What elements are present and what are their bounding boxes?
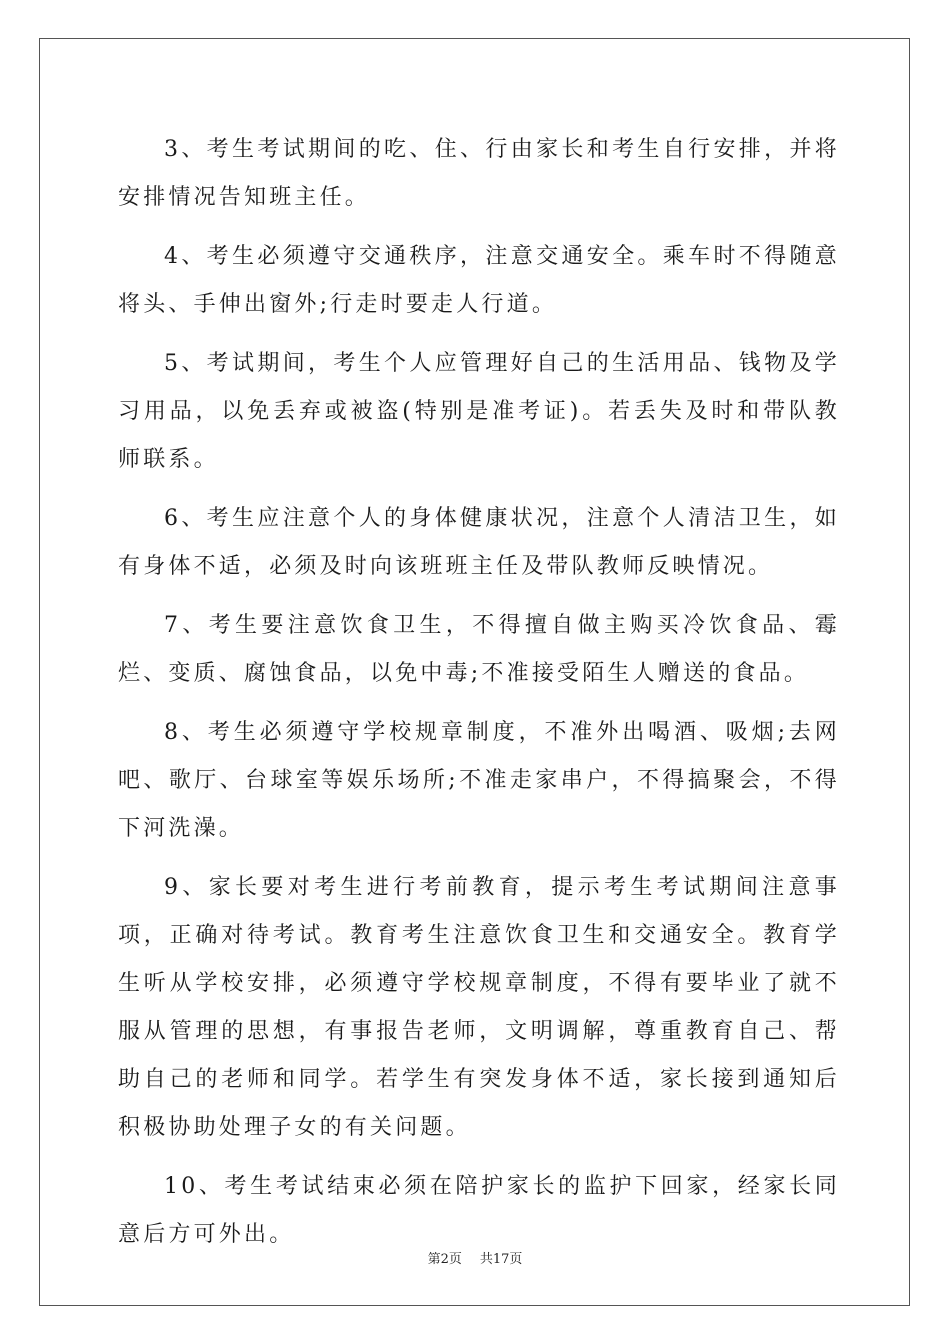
paragraph-5: 5、考试期间，考生个人应管理好自己的生活用品、钱物及学习用品，以免丢弃或被盗(特别是准考证)。若丢失及时和带队教师联系。: [118, 351, 840, 472]
current-page-label: 第2页: [427, 1252, 462, 1267]
page-footer: [0, 1248, 950, 1267]
paragraph-10: 10、考生考试结束必须在陪护家长的监护下回家，经家长同意后方可外出。: [118, 1174, 840, 1247]
paragraph-4: 4、考生必须遵守交通秩序，注意交通安全。乘车时不得随意将头、手伸出窗外;行走时要走人行道。: [118, 244, 840, 317]
document-body: [118, 126, 840, 1270]
paragraph-3: 3、考生考试期间的吃、住、行由家长和考生自行安排，并将安排情况告知班主任。: [118, 137, 840, 210]
total-pages-label: 共17页: [479, 1252, 523, 1267]
paragraph-6: 6、考生应注意个人的身体健康状况，注意个人清洁卫生，如有身体不适，必须及时向该班班主任及带队教师反映情况。: [118, 506, 840, 579]
paragraph-7: 7、考生要注意饮食卫生，不得擅自做主购买冷饮食品、霉烂、变质、腐蚀食品，以免中毒;不准接受陌生人赠送的食品。: [118, 613, 840, 686]
paragraph-8: 8、考生必须遵守学校规章制度，不准外出喝酒、吸烟;去网吧、歌厅、台球室等娱乐场所;不准走家串户，不得搞聚会，不得下河洗澡。: [118, 720, 840, 841]
paragraph-9: 9、家长要对考生进行考前教育，提示考生考试期间注意事项，正确对待考试。教育考生注意饮食卫生和交通安全。教育学生听从学校安排，必须遵守学校规章制度，不得有要毕业了就不服从管理的思想，有事报告老师，文明调解，尊重教育自己、帮助自己的老师和同学。若学生有突发身体不适，家长接到通知后积极协助处理子女的有关问题。: [118, 875, 840, 1140]
